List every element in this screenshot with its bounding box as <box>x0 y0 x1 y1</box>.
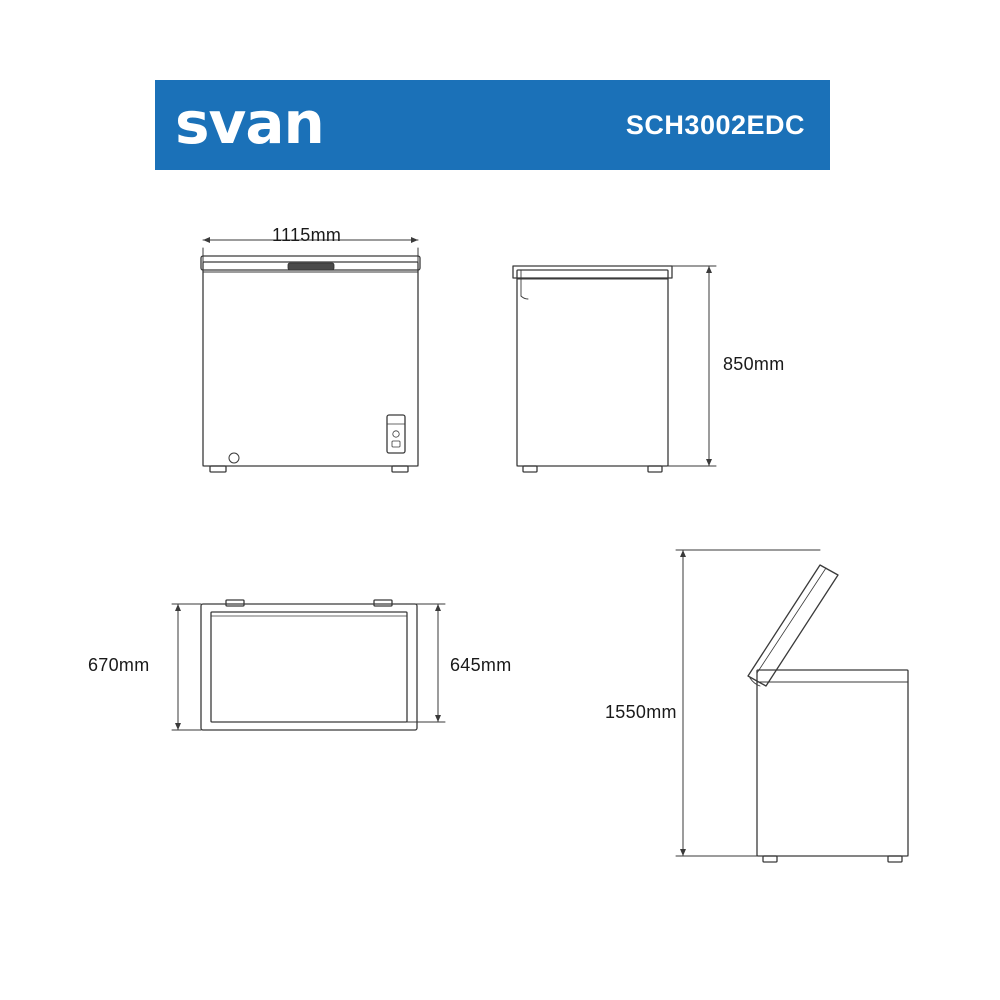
side-view <box>513 266 716 472</box>
brand-logo: svan <box>175 89 324 157</box>
dimension-label-height: 850mm <box>723 354 785 374</box>
dimension-label-height-lid-open: 1550mm <box>605 702 677 722</box>
dimension-label-width: 1115mm <box>272 225 342 245</box>
front-view <box>201 237 420 472</box>
dimension-label-depth-inner: 645mm <box>450 655 512 675</box>
model-code: SCH3002EDC <box>625 109 805 140</box>
dimension-label-depth-outer: 670mm <box>88 655 150 675</box>
top-view <box>172 600 445 730</box>
open-lid-view <box>676 550 908 862</box>
